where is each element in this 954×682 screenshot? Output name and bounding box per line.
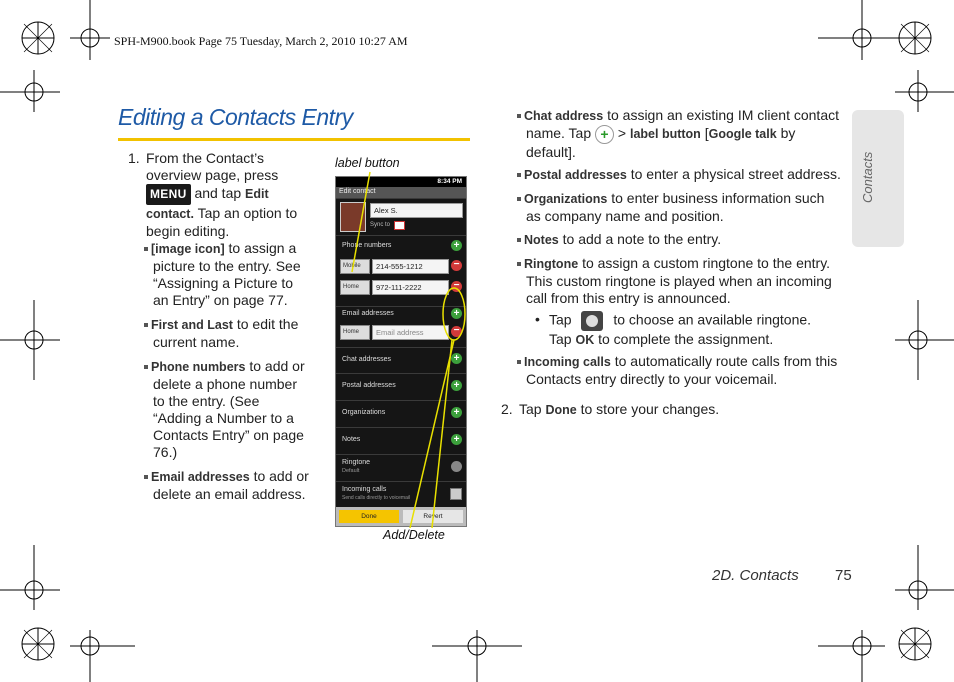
step-2-a: Tap bbox=[519, 401, 542, 417]
notes-text: to add a note to the entry. bbox=[562, 231, 722, 247]
incoming-sublabel: Send calls directly to voicemail bbox=[342, 495, 411, 501]
list-item bbox=[517, 255, 842, 307]
footer-section: 2D. Contacts bbox=[712, 567, 799, 584]
ringtone-label: Ringtone bbox=[342, 459, 371, 466]
chat-term: Chat address bbox=[524, 109, 604, 123]
org-term: Organizations bbox=[524, 192, 608, 206]
chat-label: Chat addresses bbox=[342, 356, 392, 363]
chat-tail: by default]. bbox=[526, 125, 796, 160]
phone-numbers-label: Phone numbers bbox=[342, 242, 392, 249]
notes-label: Notes bbox=[342, 436, 361, 443]
menu-key-icon: MENU bbox=[146, 184, 191, 205]
done-button[interactable]: Done bbox=[339, 510, 399, 523]
chat-google-talk: Google talk bbox=[708, 127, 777, 142]
add-plus-icon: + bbox=[595, 125, 614, 144]
list-item bbox=[144, 358, 310, 461]
right-bullet-list bbox=[517, 107, 842, 388]
callout-lines bbox=[330, 160, 480, 540]
email-field[interactable]: Email address bbox=[372, 325, 449, 340]
list-item bbox=[144, 240, 310, 309]
phone-type-button[interactable]: Home bbox=[340, 280, 370, 295]
page-title: Editing a Contacts Entry bbox=[118, 104, 353, 130]
add-chat-icon[interactable]: + bbox=[451, 353, 462, 364]
chat-bracket-open: [ bbox=[704, 125, 709, 142]
list-item bbox=[517, 166, 842, 184]
name-field[interactable]: Alex S. bbox=[370, 203, 463, 218]
email-type-button[interactable]: Home bbox=[340, 325, 370, 340]
bullet-term: Phone numbers bbox=[151, 360, 246, 374]
chat-label-button: label button bbox=[629, 127, 701, 142]
org-text: to enter business information such as company name and position. bbox=[526, 190, 825, 224]
step-2-number: 2. bbox=[501, 401, 513, 417]
add-org-icon[interactable]: + bbox=[451, 407, 462, 418]
left-bullet-list bbox=[144, 240, 310, 503]
sync-label: Sync to bbox=[370, 222, 391, 228]
bullet-text: to edit the current name. bbox=[153, 316, 299, 350]
chat-gt: > bbox=[617, 125, 627, 142]
remove-phone-icon[interactable]: − bbox=[451, 281, 462, 292]
ringtone-text: to assign a custom ringtone to the entry. This custom ringtone is played when an incoming call from this entry is announced. bbox=[526, 255, 832, 306]
notes-term: Notes bbox=[524, 233, 559, 247]
step-2-text bbox=[519, 401, 719, 419]
ringtone-default: Default bbox=[342, 468, 360, 474]
remove-email-icon[interactable]: − bbox=[451, 326, 462, 337]
list-item bbox=[517, 353, 842, 388]
postal-term: Postal addresses bbox=[524, 168, 627, 182]
list-item bbox=[144, 316, 310, 351]
incoming-text: to automatically route calls from this Contacts entry directly to your voicemail. bbox=[526, 353, 838, 387]
step-1-text-a: From the Contact’s overview page, press bbox=[146, 150, 279, 183]
sub-text-2: to complete the assignment. bbox=[598, 331, 774, 347]
chat-text: to assign an existing IM client contact name. Tap bbox=[526, 107, 839, 142]
email-label: Email addresses bbox=[342, 310, 394, 317]
step-2-b: to store your changes. bbox=[580, 401, 720, 417]
add-phone-icon[interactable]: + bbox=[451, 240, 462, 251]
label-button-caption: label button bbox=[335, 156, 400, 170]
add-postal-icon[interactable]: + bbox=[451, 380, 462, 391]
revert-button[interactable]: Revert bbox=[403, 510, 463, 523]
bullet-term: First and Last bbox=[151, 318, 233, 332]
postal-text: to enter a physical street address. bbox=[630, 166, 841, 182]
sub-list-item bbox=[517, 311, 842, 349]
step-1-text-b: and tap bbox=[194, 185, 242, 201]
bullet-term: Email addresses bbox=[151, 470, 250, 484]
bullet-text: to assign a picture to the entry. See “Assigning a Picture to an Entry” on page 77. bbox=[153, 240, 301, 308]
add-email-icon[interactable]: + bbox=[451, 308, 462, 319]
add-delete-caption: Add/Delete bbox=[383, 528, 445, 542]
edit-contact-term: Edit contact. bbox=[146, 187, 269, 221]
page-number: 75 bbox=[835, 567, 852, 584]
list-item bbox=[517, 107, 842, 161]
sub-tap: Tap bbox=[549, 311, 572, 328]
ok-term: OK bbox=[575, 333, 595, 347]
book-header: SPH-M900.book Page 75 Tuesday, March 2, 2010 10:27 AM bbox=[114, 34, 408, 48]
sub-tap-2: Tap bbox=[549, 331, 572, 347]
status-time: 8:34 PM bbox=[437, 178, 462, 185]
org-label: Organizations bbox=[342, 409, 386, 416]
sub-bullet: • bbox=[535, 311, 540, 327]
mobile-number-field[interactable]: 214-555-1212 bbox=[372, 259, 449, 274]
add-note-icon[interactable]: + bbox=[451, 434, 462, 445]
ringtone-picker-icon bbox=[581, 311, 603, 331]
step-1-text bbox=[146, 150, 311, 240]
incoming-label: Incoming calls bbox=[342, 486, 387, 493]
step-1-number: 1. bbox=[128, 150, 140, 166]
list-item bbox=[517, 231, 842, 249]
bullet-text: to add or delete a phone number to the entry. (See “Adding a Number to a Contacts Entry” on page 76.) bbox=[153, 358, 305, 460]
done-term: Done bbox=[545, 403, 577, 417]
bullet-term: [image icon] bbox=[151, 242, 225, 256]
list-item bbox=[517, 190, 842, 225]
list-item bbox=[144, 468, 310, 503]
ringtone-term: Ringtone bbox=[524, 257, 579, 271]
phone-type-button[interactable]: Mobile bbox=[340, 259, 370, 274]
step-1-text-c: Tap an option to begin editing. bbox=[146, 205, 298, 239]
bullet-text: to add or delete an email address. bbox=[153, 468, 309, 502]
side-tab-label: Contacts bbox=[860, 151, 875, 203]
title-underline bbox=[118, 138, 470, 141]
home-number-field[interactable]: 972-111-2222 bbox=[372, 280, 449, 295]
incoming-term: Incoming calls bbox=[524, 355, 611, 369]
sub-text: to choose an available ringtone. bbox=[613, 311, 812, 328]
remove-phone-icon[interactable]: − bbox=[451, 260, 462, 271]
postal-label: Postal addresses bbox=[342, 382, 396, 389]
title-bar-text: Edit contact bbox=[339, 188, 376, 195]
